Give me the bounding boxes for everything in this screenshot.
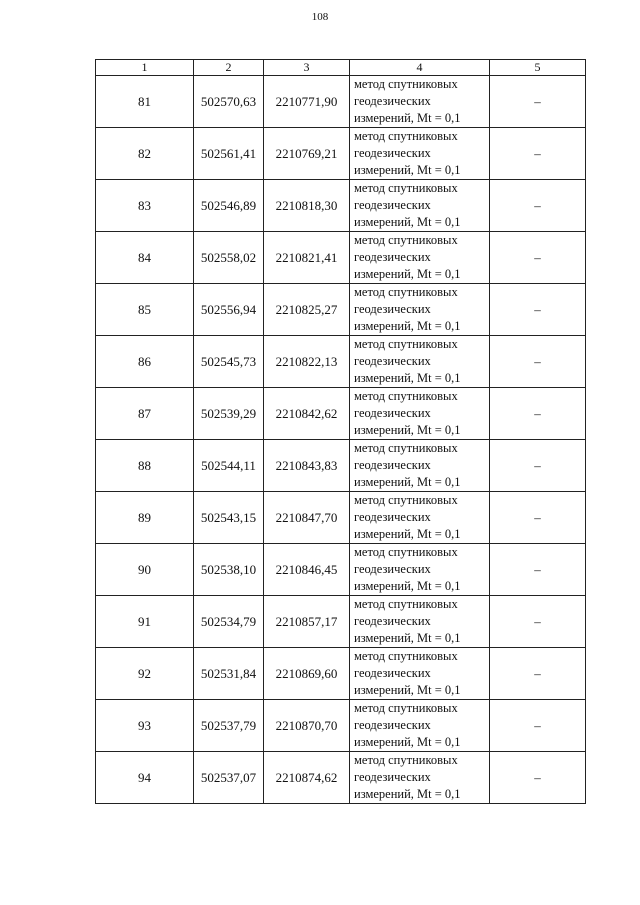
table-row bbox=[96, 128, 586, 180]
method-cell bbox=[350, 544, 490, 596]
table-row bbox=[96, 180, 586, 232]
method-text-line: измерений, Mt = 0,1 bbox=[354, 423, 461, 437]
method-text-line: измерений, Mt = 0,1 bbox=[354, 787, 461, 801]
method-cell bbox=[350, 284, 490, 336]
y-coordinate-cell: 2210842,62 bbox=[264, 388, 350, 440]
point-number-cell: 84 bbox=[96, 232, 194, 284]
method-text-line: метод спутниковых bbox=[354, 753, 458, 767]
x-coordinate-cell: 502556,94 bbox=[194, 284, 264, 336]
method-text-line: метод спутниковых bbox=[354, 181, 458, 195]
method-text-line: геодезических bbox=[354, 302, 431, 316]
x-coordinate-cell: 502561,41 bbox=[194, 128, 264, 180]
method-text-line: геодезических bbox=[354, 94, 431, 108]
table-row bbox=[96, 596, 586, 648]
point-number-cell: 89 bbox=[96, 492, 194, 544]
table-row bbox=[96, 544, 586, 596]
method-text-line: метод спутниковых bbox=[354, 389, 458, 403]
method-text-line: геодезических bbox=[354, 146, 431, 160]
table-header-row bbox=[96, 60, 586, 76]
y-coordinate-cell: 2210825,27 bbox=[264, 284, 350, 336]
method-text-line: измерений, Mt = 0,1 bbox=[354, 267, 461, 281]
point-number-cell: 87 bbox=[96, 388, 194, 440]
method-text-line: измерений, Mt = 0,1 bbox=[354, 527, 461, 541]
table-row bbox=[96, 440, 586, 492]
table-row bbox=[96, 232, 586, 284]
method-cell bbox=[350, 752, 490, 804]
y-coordinate-cell: 2210874,62 bbox=[264, 752, 350, 804]
method-cell bbox=[350, 596, 490, 648]
y-coordinate-cell: 2210771,90 bbox=[264, 76, 350, 128]
table-row bbox=[96, 648, 586, 700]
point-number-cell: 86 bbox=[96, 336, 194, 388]
note-cell: – bbox=[490, 544, 586, 596]
point-number-cell: 85 bbox=[96, 284, 194, 336]
note-cell: – bbox=[490, 76, 586, 128]
note-cell: – bbox=[490, 232, 586, 284]
method-cell bbox=[350, 388, 490, 440]
y-coordinate-cell: 2210818,30 bbox=[264, 180, 350, 232]
x-coordinate-cell: 502537,07 bbox=[194, 752, 264, 804]
method-text-line: измерений, Mt = 0,1 bbox=[354, 735, 461, 749]
note-cell: – bbox=[490, 128, 586, 180]
method-text-line: метод спутниковых bbox=[354, 441, 458, 455]
table-row bbox=[96, 388, 586, 440]
point-number-cell: 82 bbox=[96, 128, 194, 180]
method-cell bbox=[350, 128, 490, 180]
method-cell bbox=[350, 180, 490, 232]
method-text-line: геодезических bbox=[354, 406, 431, 420]
x-coordinate-cell: 502531,84 bbox=[194, 648, 264, 700]
table-row bbox=[96, 284, 586, 336]
x-coordinate-cell: 502543,15 bbox=[194, 492, 264, 544]
method-text-line: геодезических bbox=[354, 198, 431, 212]
method-text-line: геодезических bbox=[354, 770, 431, 784]
point-number-cell: 83 bbox=[96, 180, 194, 232]
method-text-line: геодезических bbox=[354, 510, 431, 524]
method-text-line: метод спутниковых bbox=[354, 129, 458, 143]
method-text-line: метод спутниковых bbox=[354, 545, 458, 559]
method-text-line: измерений, Mt = 0,1 bbox=[354, 371, 461, 385]
note-cell: – bbox=[490, 648, 586, 700]
method-text-line: измерений, Mt = 0,1 bbox=[354, 579, 461, 593]
x-coordinate-cell: 502558,02 bbox=[194, 232, 264, 284]
point-number-cell: 93 bbox=[96, 700, 194, 752]
y-coordinate-cell: 2210870,70 bbox=[264, 700, 350, 752]
method-cell bbox=[350, 700, 490, 752]
method-text-line: метод спутниковых bbox=[354, 649, 458, 663]
method-text-line: измерений, Mt = 0,1 bbox=[354, 319, 461, 333]
column-header: 3 bbox=[264, 60, 350, 76]
method-text-line: геодезических bbox=[354, 666, 431, 680]
method-cell bbox=[350, 336, 490, 388]
note-cell: – bbox=[490, 440, 586, 492]
table-row bbox=[96, 700, 586, 752]
y-coordinate-cell: 2210769,21 bbox=[264, 128, 350, 180]
method-text-line: метод спутниковых bbox=[354, 233, 458, 247]
method-text-line: метод спутниковых bbox=[354, 597, 458, 611]
point-number-cell: 92 bbox=[96, 648, 194, 700]
note-cell: – bbox=[490, 596, 586, 648]
method-text-line: геодезических bbox=[354, 718, 431, 732]
x-coordinate-cell: 502537,79 bbox=[194, 700, 264, 752]
note-cell: – bbox=[490, 336, 586, 388]
page-number: 108 bbox=[311, 11, 329, 23]
x-coordinate-cell: 502545,73 bbox=[194, 336, 264, 388]
method-text-line: измерений, Mt = 0,1 bbox=[354, 683, 461, 697]
method-text-line: метод спутниковых bbox=[354, 77, 458, 91]
method-text-line: геодезических bbox=[354, 614, 431, 628]
y-coordinate-cell: 2210869,60 bbox=[264, 648, 350, 700]
x-coordinate-cell: 502544,11 bbox=[194, 440, 264, 492]
note-cell: – bbox=[490, 180, 586, 232]
y-coordinate-cell: 2210857,17 bbox=[264, 596, 350, 648]
note-cell: – bbox=[490, 752, 586, 804]
method-text-line: метод спутниковых bbox=[354, 285, 458, 299]
x-coordinate-cell: 502546,89 bbox=[194, 180, 264, 232]
method-cell bbox=[350, 232, 490, 284]
column-header: 2 bbox=[194, 60, 264, 76]
x-coordinate-cell: 502539,29 bbox=[194, 388, 264, 440]
point-number-cell: 81 bbox=[96, 76, 194, 128]
y-coordinate-cell: 2210843,83 bbox=[264, 440, 350, 492]
method-text-line: метод спутниковых bbox=[354, 337, 458, 351]
x-coordinate-cell: 502570,63 bbox=[194, 76, 264, 128]
method-text-line: геодезических bbox=[354, 354, 431, 368]
point-number-cell: 94 bbox=[96, 752, 194, 804]
method-text-line: измерений, Mt = 0,1 bbox=[354, 475, 461, 489]
method-text-line: метод спутниковых bbox=[354, 701, 458, 715]
method-cell bbox=[350, 492, 490, 544]
column-header: 1 bbox=[96, 60, 194, 76]
table-row bbox=[96, 336, 586, 388]
note-cell: – bbox=[490, 284, 586, 336]
note-cell: – bbox=[490, 492, 586, 544]
coordinates-table bbox=[95, 59, 586, 804]
method-text-line: измерений, Mt = 0,1 bbox=[354, 215, 461, 229]
point-number-cell: 88 bbox=[96, 440, 194, 492]
table-row bbox=[96, 752, 586, 804]
method-text-line: измерений, Mt = 0,1 bbox=[354, 631, 461, 645]
table-row bbox=[96, 492, 586, 544]
y-coordinate-cell: 2210847,70 bbox=[264, 492, 350, 544]
y-coordinate-cell: 2210822,13 bbox=[264, 336, 350, 388]
point-number-cell: 90 bbox=[96, 544, 194, 596]
x-coordinate-cell: 502534,79 bbox=[194, 596, 264, 648]
x-coordinate-cell: 502538,10 bbox=[194, 544, 264, 596]
y-coordinate-cell: 2210821,41 bbox=[264, 232, 350, 284]
column-header: 4 bbox=[350, 60, 490, 76]
method-cell bbox=[350, 648, 490, 700]
table-row bbox=[96, 76, 586, 128]
y-coordinate-cell: 2210846,45 bbox=[264, 544, 350, 596]
note-cell: – bbox=[490, 388, 586, 440]
method-text-line: измерений, Mt = 0,1 bbox=[354, 163, 461, 177]
method-text-line: измерений, Mt = 0,1 bbox=[354, 111, 461, 125]
point-number-cell: 91 bbox=[96, 596, 194, 648]
note-cell: – bbox=[490, 700, 586, 752]
method-text-line: геодезических bbox=[354, 562, 431, 576]
method-text-line: геодезических bbox=[354, 250, 431, 264]
method-cell bbox=[350, 76, 490, 128]
method-text-line: геодезических bbox=[354, 458, 431, 472]
column-header: 5 bbox=[490, 60, 586, 76]
method-cell bbox=[350, 440, 490, 492]
method-text-line: метод спутниковых bbox=[354, 493, 458, 507]
